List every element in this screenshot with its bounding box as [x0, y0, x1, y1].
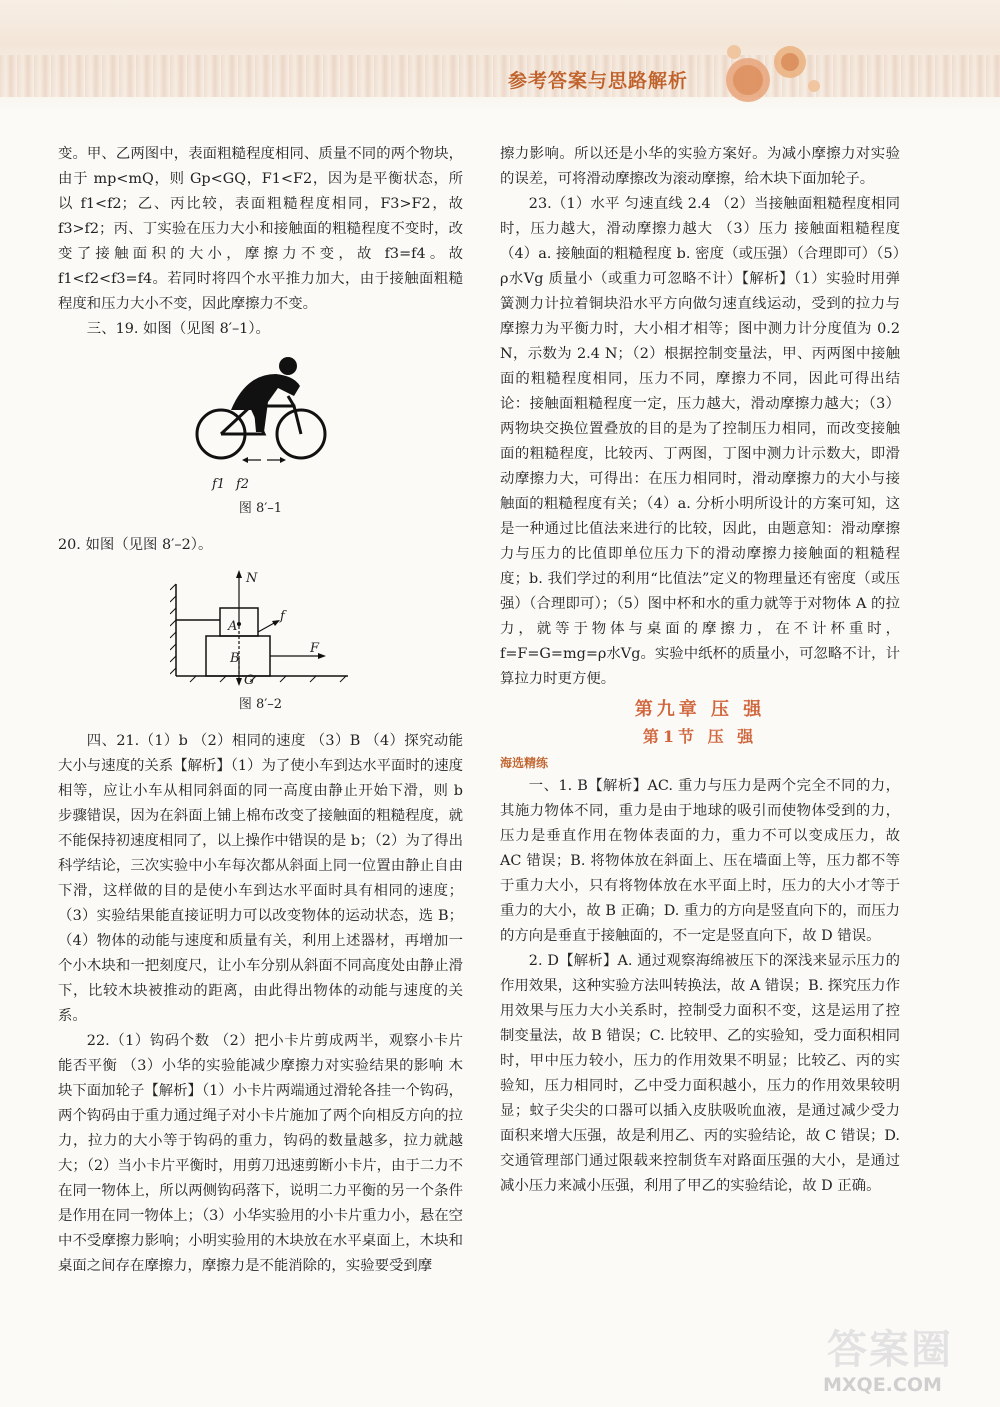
- answer-22: 22.（1）钩码个数 （2）把小卡片剪成两半，观察小卡片能否平衡 （3）小华的实验能减少摩擦力对实验结果的影响 木块下面加轮子【解析】（1）小卡片两端通过滑轮各挂一个钩码，两个钩码由于重力通过绳子对小卡片施加了两个向相反方向的拉力，拉力的大小等于钩码的重力，钩码的数量越多，拉力就越大；（2）当小卡片平衡时，用剪刀迅速剪断小卡片，由于二力不在同一物体上，所以两侧钩码落下，说明二力平衡的另一个条件是作用在同一物体上；（3）小华实验用的小卡片重力小，悬在空中不受摩擦力影响；小明实验用的木块放在水平桌面上，木块和桌面之间存在摩擦力，摩擦力是不能消除的，实验要受到摩: [58, 1033, 463, 1274]
- figure-caption-8-1: 图 8′–1: [238, 501, 283, 516]
- answer-ch9-q2: 2. D【解析】A. 通过观察海绵被压下的深浅来显示压力的作用效果，这种实验方法叫转换法，故 A 错误；B. 探究压力作用效果与压力大小关系时，控制受力面积不变，这是运用了控制变量法，故 B 错误；C. 比较甲、乙的实验知，受力面积相同时，甲中压力较小，压力的作用效果不明显；比较乙、丙的实验知，压力相同时，乙中受力面积越小，压力的作用效果较明显；蚊子尖尖的口器可以插入皮肤吸吮血液，是通过减少受力面积来增大压强，故是利用乙、丙的实验结论，故 C 错误；D. 交通管理部门通过限载来控制货车对路面压强的大小，是通过减小压力来减小压强，利用了甲乙的实验结论，故 D 正确。: [500, 953, 900, 1194]
- watermark-logo: [815, 1318, 990, 1403]
- answer-19: 三、19. 如图（见图 8′–1）。: [86, 321, 270, 337]
- watermark-text: 答案圈: [827, 1327, 953, 1373]
- block-force-diagram: [170, 568, 350, 686]
- label-f: f: [280, 609, 285, 624]
- label-N: N: [246, 571, 258, 586]
- answer-22-continued: 擦力影响。所以还是小华的实验方案好。为减小摩擦力对实验的误差，可将滑动摩擦改为滚动摩擦，给木块下面加轮子。: [500, 146, 900, 187]
- answer-20: 20. 如图（见图 8′–2）。: [58, 537, 213, 553]
- watermark-url: MXQE.COM: [823, 1374, 942, 1396]
- left-column: [58, 142, 463, 1279]
- figure-caption-8-2: 图 8′–2: [238, 697, 283, 712]
- sub-heading: 海选精练: [500, 756, 549, 770]
- cyclist-diagram: [176, 352, 346, 472]
- label-G: G: [244, 673, 255, 688]
- label-F: F: [310, 641, 320, 656]
- label-f1: f1: [212, 477, 226, 492]
- figure-blocks: [58, 568, 463, 686]
- label-f2: f2: [236, 477, 250, 492]
- chapter-title: 第九章 压 强: [634, 699, 766, 720]
- answer-paragraph-friction: 变。甲、乙两图中，表面粗糙程度相同、质量不同的两个物块，由于 mp<mQ，则 Gp<GQ，F1<F2，因为是平衡状态，所以 f1<f2；乙、丙比较，表面粗糙程度相同，F3>F2，故 f3>f2；丙、丁实验在压力大小和接触面的粗糙程度不变时，改变了接触面积的大小，摩擦力不变，故 f3=f4。故 f1<f2<f3=f4。若同时将四个水平推力加大，由于接触面粗糙程度和压力大小不变，因此摩擦力不变。: [58, 146, 463, 312]
- section-title: 第1节 压 强: [642, 727, 758, 746]
- label-B: B: [230, 651, 240, 666]
- header-title: 参考答案与思路解析: [508, 70, 689, 92]
- label-A: A: [228, 619, 238, 634]
- decorative-planets-icon: [718, 34, 828, 110]
- right-column: [500, 142, 900, 1199]
- header-pattern-band: [0, 55, 1000, 97]
- answer-ch9-q1: 一、1. B【解析】AC. 重力与压力是两个完全不同的力，其施力物体不同，重力是由于地球的吸引而使物体受到的力，压力是垂直作用在物体表面的力，重力不可以变成压力，故 AC 错误；B. 将物体放在斜面上、压在墙面上等，压力都不等于重力大小，只有将物体放在水平面上时，压力的大小才等于重力的大小，故 B 正确；D. 重力的方向是竖直向下的，而压力的方向是垂直于接触面的，不一定是竖直向下，故 D 错误。: [500, 778, 900, 944]
- figure-cyclist: [58, 352, 463, 490]
- answer-23: 23.（1）水平 匀速直线 2.4 （2）当接触面粗糙程度相同时，压力越大，滑动摩擦力越大 （3）压力 接触面粗糙程度 （4）a. 接触面的粗糙程度 b. 密度（或压强）（合理即可）（5）ρ水Vg 质量小（或重力可忽略不计）【解析】（1）实验时用弹簧测力计拉着铜块沿水平方向做匀速直线运动，受到的拉力与摩擦力为平衡力时，大小相才相等；图中测力计分度值为 0.2 N，示数为 2.4 N；（2）根据控制变量法，甲、丙两图中接触面的粗糙程度相同，压力不同，摩擦力不同，因此可得出结论：接触面粗糙程度一定，压力越大，滑动摩擦力越大；（3）两物块交换位置叠放的目的是为了控制压力相同，而改变接触面的粗糙程度，比较丙、丁两图，丁图中测力计示数大，即滑动摩擦力大，可得出：在压力相同时，滑动摩擦力的大小与接触面的粗糙程度有关；（4）a. 分析小明所设计的方案可知，这是一种通过比值法来进行的比较，因此，由题意知：滑动摩擦力与压力的比值即单位压力下的滑动摩擦力接触面的粗糙程度；b. 我们学过的利用“比值法”定义的物理量还有密度（或压强）（合理即可）；（5）图中杯和水的重力就等于对物体 A 的拉力，就等于物体与桌面的摩擦力，在不计杯重时，f=F=G=mg=ρ水Vg。实验中纸杯的质量小，可忽略不计，计算拉力时更方便。: [500, 196, 900, 687]
- answer-21: 四、21.（1）b （2）相同的速度 （3）B （4）探究动能大小与速度的关系【解析】（1）为了使小车到达水平面时的速度相等，应让小车从相同斜面的同一高度由静止开始下滑，则 b 步骤错误，因为在斜面上铺上棉布改变了接触面的粗糙程度，就不能保持初速度相同了，以上操作中错误的是 b；（2）为了得出科学结论，三次实验中小车每次都从斜面上同一位置由静止自由下滑，这样做的目的是使小车到达水平面时具有相同的速度；（3）实验结果能直接证明力可以改变物体的运动状态，选 B；（4）物体的动能与速度和质量有关，利用上述器材，再增加一个小木块和一把刻度尺，让小车分别从斜面不同高度处由静止滑下，比较木块被推动的距离，由此得出物体的动能与速度的关系。: [58, 733, 463, 1024]
- header-banner: [0, 0, 1000, 112]
